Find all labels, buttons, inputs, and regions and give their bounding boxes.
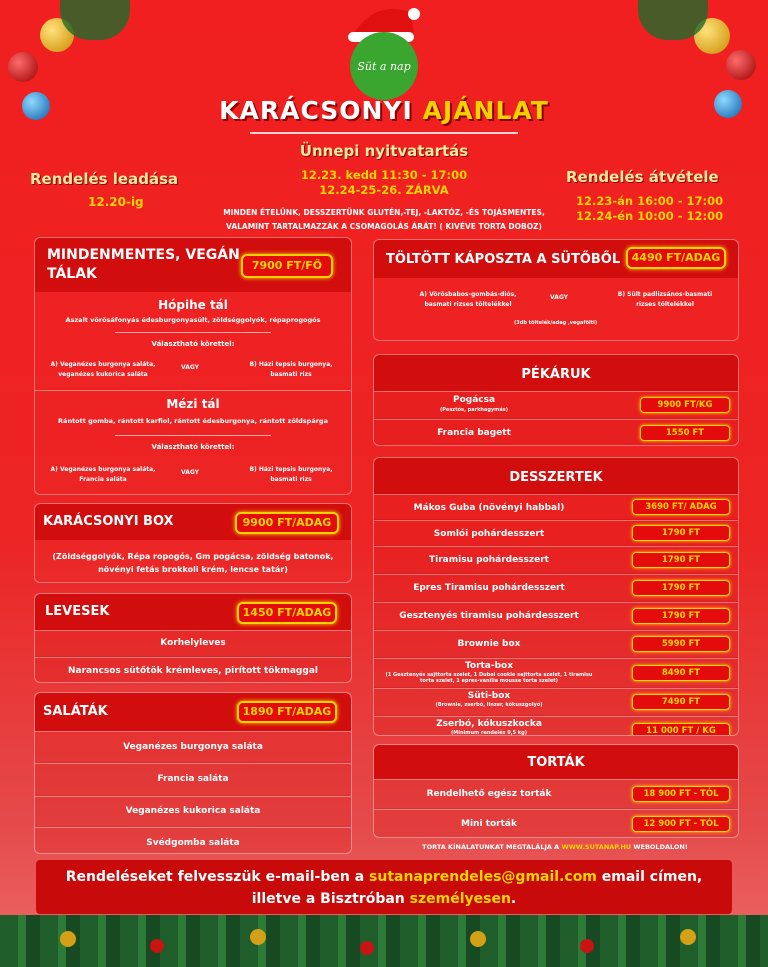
- opening-times: 12.23. kedd 11:30 - 17:00 12.24-25-26. ZÁRVA: [300, 168, 468, 197]
- dessert-price: 3690 FT/ ADAG: [632, 499, 730, 515]
- dessert-price: 1790 FT: [632, 525, 730, 541]
- christmas-box-title: KARÁCSONYI BOX: [43, 514, 174, 529]
- soups-card: [34, 593, 352, 683]
- bakery-title: PÉKÁRUK: [521, 367, 591, 382]
- desserts-card: [373, 457, 739, 736]
- ordering-title: Rendelés leadása: [30, 170, 179, 188]
- dessert-price: 1790 FT: [632, 552, 730, 568]
- website-link[interactable]: WWW.SUTANAP.HU: [561, 843, 632, 851]
- ordering-date: 12.20-ig: [88, 195, 144, 209]
- dessert-name: Tiramisu pohárdesszert: [429, 555, 549, 565]
- dessert-sub: (1 Gesztenyés sajttorta szelet, 1 Dubai cookie sajttorta szelet, 1 tiramisu torta szelet, 1 epres-vanília mousse torta szelet): [385, 672, 593, 684]
- dessert-name: Zserbó, kókuszkocka: [436, 719, 542, 729]
- list-item: Korhelyleves: [35, 630, 351, 657]
- table-row: Pogácsa (Pesztós, parkhagymás) 9900 FT/KG: [374, 391, 738, 419]
- table-row: [374, 716, 738, 736]
- ornament-decoration-left: [0, 0, 130, 190]
- table-row: [374, 546, 738, 574]
- cakes-card: [373, 744, 739, 838]
- list-item: Veganézes burgonya saláta: [35, 731, 351, 763]
- list-item: Narancsos sütőtök krémleves, pirított tökmaggal: [35, 657, 351, 683]
- dessert-price: 11 000 FT / KG: [632, 723, 730, 736]
- dessert-price: 7490 FT: [632, 694, 730, 710]
- dessert-name: Somlói pohárdesszert: [433, 529, 545, 539]
- dessert-sub: (Brownie, zserbó, linzer, kókuszgolyó): [435, 702, 543, 708]
- dish-mezi: Mézi tál Rántott gomba, rántott karfiol, rántott édesburgonya, rántott zöldspárga Választható körettel: A) Veganézes burgonya saláta, Francia saláta VAGY B) Házi tepsis burgonya, basmati rizs: [50, 397, 333, 483]
- list-item: Veganézes kukorica saláta: [35, 796, 351, 827]
- table-row: [374, 658, 738, 688]
- table-row: [374, 630, 738, 658]
- brand-logo: Süt a nap: [350, 32, 418, 100]
- table-row: [374, 574, 738, 602]
- page-title: KARÁCSONYI AJÁNLAT: [219, 96, 549, 125]
- dessert-price: 1790 FT: [632, 608, 730, 624]
- salads-card: [34, 692, 352, 854]
- order-footer: Rendeléseket felvesszük e-mail-ben a sutanaprendeles@gmail.com email címen, illetve a Bisztróban személyesen.: [36, 860, 732, 914]
- stuffed-cabbage-price: 4490 FT/ADAG: [626, 247, 726, 269]
- dessert-name: Torta-box: [464, 661, 514, 671]
- table-row: Mini torták 12 900 FT - TÓL: [374, 809, 738, 838]
- dessert-price: 5990 FT: [632, 636, 730, 652]
- title-divider: [250, 132, 518, 134]
- dessert-price: 8490 FT: [632, 665, 730, 681]
- table-row: [374, 688, 738, 716]
- table-row: Francia bagett 1550 FT: [374, 419, 738, 446]
- salads-title: SALÁTÁK: [43, 704, 108, 719]
- dessert-price: 1790 FT: [632, 580, 730, 596]
- ornament-decoration-right: [638, 0, 768, 190]
- dessert-name: Gesztenyés tiramisu pohárdesszert: [399, 611, 579, 621]
- dish-hopihe: Hópihe tál Aszalt vörösáfonyás édesburgonyasült, zöldséggolyók, répaprogogós Választható körettel: A) Veganézes burgonya saláta, veganézes kukorica saláta VAGY B) Házi tepsis burgonya, basmati rizs: [35, 292, 351, 391]
- pickup-times: 12.23-án 16:00 - 17:00 12.24-én 10:00 - 12:00: [576, 194, 724, 223]
- list-item: Francia saláta: [35, 763, 351, 796]
- email-link[interactable]: sutanaprendeles@gmail.com: [369, 869, 597, 885]
- vegan-title: MINDENMENTES, VEGÁN TÁLAK: [47, 247, 240, 282]
- dessert-name: Süti-box: [467, 691, 511, 701]
- christmas-box-desc: (Zöldséggolyók, Répa ropogós, Gm pogácsa, zöldség batonok, növényi fetás brokkoli krém, lencse tatár): [52, 552, 334, 574]
- allergen-notice: MINDEN ÉTELÜNK, DESSZERTÜNK GLUTÉN,-TEJ, -LAKTÓZ, -ÉS TOJÁSMENTES, VALAMINT TARTALMAZZÁK A CSOMAGOLÁS ÁRÁT! ( KIVÉVE TORTA DOBOZ): [223, 208, 545, 231]
- desserts-title: DESSZERTEK: [509, 470, 603, 485]
- list-item: Svédgomba saláta: [35, 827, 351, 854]
- cakes-title: TORTÁK: [527, 755, 585, 770]
- dessert-name: Brownie box: [457, 639, 521, 649]
- opening-title: Ünnepi nyitvatartás: [299, 142, 469, 160]
- salads-price: 1890 FT/ADAG: [237, 701, 337, 723]
- table-row: [374, 494, 738, 520]
- pickup-title: Rendelés átvétele: [566, 168, 719, 186]
- table-row: [374, 520, 738, 546]
- table-row: Rendelhető egész torták 18 900 FT - TÓL: [374, 779, 738, 809]
- stuffed-cabbage-title: TÖLTÖTT KÁPOSZTA A SÜTŐBŐL: [386, 252, 621, 267]
- cakes-website-note: TORTA KÍNÁLATUNKAT MEGTALÁLJA A WWW.SUTANAP.HU WEBOLDALON!: [422, 843, 688, 851]
- dessert-name: Mákos Guba (növényi habbal): [413, 503, 565, 513]
- christmas-box-card: [34, 503, 352, 583]
- table-row: [374, 602, 738, 630]
- soups-title: LEVESEK: [45, 604, 110, 619]
- dessert-sub: (Minimum rendelés 0,5 kg): [451, 730, 527, 736]
- christmas-box-price: 9900 FT/ADAG: [235, 512, 339, 534]
- dessert-name: Epres Tiramisu pohárdesszert: [413, 583, 565, 593]
- stuffed-cabbage-card: TÖLTÖTT KÁPOSZTA A SÜTŐBŐL 4490 FT/ADAG A) Vörösbabos-gombás-diós, basmati rizses töltelékkel VAGY B) Sült padlizsános-basmati rizses töltelékkel (3db töltelék/adag ,vegafölti): [373, 239, 739, 341]
- garland-decoration: [0, 915, 768, 967]
- vegan-platters-card: [34, 237, 352, 495]
- vegan-price: 7900 FT/FŐ: [241, 254, 333, 278]
- soups-price: 1450 FT/ADAG: [237, 602, 337, 624]
- bakery-card: [373, 354, 739, 446]
